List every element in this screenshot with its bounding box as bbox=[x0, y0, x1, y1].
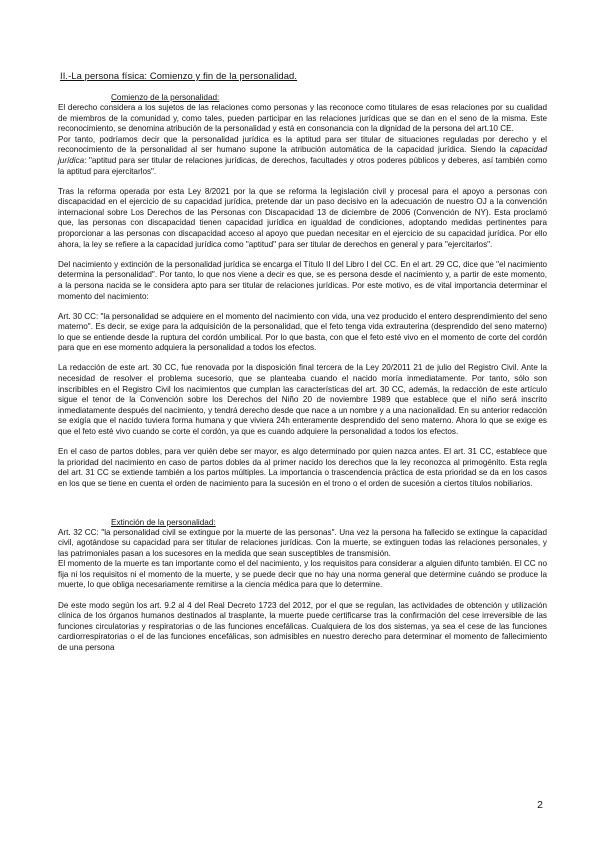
paragraph-7: En el caso de partos dobles, para ver quién debe ser mayor, es algo determinado por quien nazca antes. El art. 31 CC, establece que la prioridad del nacimiento en caso de partos dobles da al primer nacido los derechos que la ley reconozca al primogénito. Esta regla del art. 31 CC se extiende también a los partos múltiples. La importancia o trascendencia práctica de esta prioridad se da en los casos en los que se tiene en cuenta el orden de nacimiento para la sucesión en el trono o el orden de sucesión a ciertos títulos nobiliarios. bbox=[58, 447, 547, 488]
paragraph-4: Del nacimiento y extinción de la personalidad jurídica se encarga el Título II del Libro I del CC. En el art. 29 CC, dice que "el nacimiento determina la personalidad". Por tanto, lo que nos viene a decir es que, se es persona desde el nacimiento y, a partir de este momento, a la persona nacida se le considera apto para ser titular de relaciones jurídicas. Por este motivo, es de vital importancia determinar el momento del nacimiento: bbox=[58, 259, 547, 301]
subheading-extincion: Extinción de la personalidad: bbox=[111, 517, 216, 527]
paragraph-2-text-a: Por tanto, podríamos decir que la personalidad jurídica es la aptitud para ser titular de situaciones reguladas por derecho y el reconocimiento de la personalidad al ser humano supone la atribución automática de la capacidad jurídica. Siendo la bbox=[58, 134, 547, 155]
page-number: 2 bbox=[537, 799, 543, 811]
paragraph-6: La redacción de este art. 30 CC, fue renovada por la disposición final tercera de la Ley 20/2011 21 de julio del Registro Civil. Ante la necesidad de resolver el problema sucesorio, que se planteaba cuando el nacido moría inmediatamente. Por tanto, sólo son inscribibles en el Registro Civil los nacimientos que cumplan las características del art. 30 CC, además, la redacción de este artículo sigue el tenor de la Convención sobre los Derechos del Niño 20 de noviembre 1989 que establece que el niño será inscrito inmediatamente después del nacimiento, y tendrá derecho desde que nace a un nombre y a una nacionalidad. En su anterior redacción se exigía que el nacido tuviera forma humana y que viviera 24h enteramente desprendido del seno materno. Ahora lo que se exige es que el feto esté vivo cuando se corte el cordón, ya que es cuando adquiere la personalidad a todos los efectos. bbox=[58, 363, 547, 437]
paragraph-2 bbox=[58, 135, 547, 177]
capacidad-juridica-term: capacidad jurídica bbox=[58, 145, 547, 165]
paragraph-2-text-b: : "aptitud para ser titular de relaciones jurídicas, de derechos, facultades y otros poderes públicos y deberes, así también como la aptitud para ejercitarlos". bbox=[58, 155, 547, 176]
subheading-comienzo: Comienzo de la personalidad: bbox=[111, 93, 220, 102]
paragraph-10: De este modo según los art. 9.2 al 4 del Real Decreto 1723 del 2012, por el que se regulan, las actividades de obtención y utilización clínica de los órganos humanos destinados al trasplante, la muerte puede certificarse tras la confirmación del cese irreversible de las funciones circulatorias y respiratorias o de las funciones encefálicas. Cualquiera de los dos sistemas, ya sea el cese de las funciones cardiorrespiratorias o el de las funciones encefálicas, son admisibles en nuestro derecho para determinar el momento de fallecimiento de una persona bbox=[58, 600, 547, 652]
document-body bbox=[58, 70, 547, 654]
section-title: II.-La persona física: Comienzo y fin de la personalidad. bbox=[60, 70, 298, 81]
paragraph-9: El momento de la muerte es tan importante como el del nacimiento, y los requisitos para considerar a alguien difunto también. El CC no fija ni los requisitos ni el momento de la muerte, y se puede decir que no hay una norma general que determine cuándo se produce la muerte, lo que obliga necesariamente remitirse a la ciencia médica para que lo determine. bbox=[58, 559, 547, 590]
paragraph-5: Art. 30 CC: "la personalidad se adquiere en el momento del nacimiento con vida, una vez producido el entero desprendimiento del seno materno". Es decir, se exige para la adquisición de la personalidad, que el feto tenga vida extrauterina (desprendido del seno materno) lo que se entiende desde la ruptura del cordón umbilical. Por lo que basta, con que el feto esté vivo en el momento de corte del cordón para que en ese momento adquiera la personalidad a todos los efectos. bbox=[58, 311, 547, 353]
paragraph-8: Art. 32 CC: "la personalidad civil se extingue por la muerte de las personas". Una vez la persona ha fallecido se extingue la capacidad civil, agotándose su capacidad para ser titular de relaciones jurídicas. Con la muerte, se extinguen todas las relaciones personales, y las patrimoniales pasan a los sucesores en la medida que sean susceptibles de transmisión. bbox=[58, 527, 547, 558]
paragraph-3: Tras la reforma operada por esta Ley 8/2021 por la que se reforma la legislación civil y procesal para el apoyo a personas con discapacidad en el ejercicio de su capacidad jurídica, pretende dar un paso decisivo en la adecuación de nuestro OJ a la convención internacional sobre Los Derechos de las Personas con Discapacidad 13 de diciembre de 2006 (Convención de NY). Esta proclamó que, las personas con discapacidad tienen capacidad jurídica en igualdad de condiciones, adoptando medidas pertinentes para proporcionar a las personas con discapacidad acceso al apoyo que puedan necesitar en el ejercicio de su capacidad jurídica. Por ello ahora, la ley se refiere a la capacidad jurídica como "aptitud" para ser titular de derechos en general y para "ejercitarlos". bbox=[58, 186, 547, 249]
paragraph-1: El derecho considera a los sujetos de las relaciones como personas y las reconoce como titulares de esas relaciones por su cualidad de miembros de la comunidad y, como tales, pueden participar en las relaciones jurídicas que se dan en el seno de la misma. Este reconocimiento, se denomina atribución de la personalidad y está en consonancia con la dignidad de la persona del art.10 CE. bbox=[58, 103, 547, 134]
